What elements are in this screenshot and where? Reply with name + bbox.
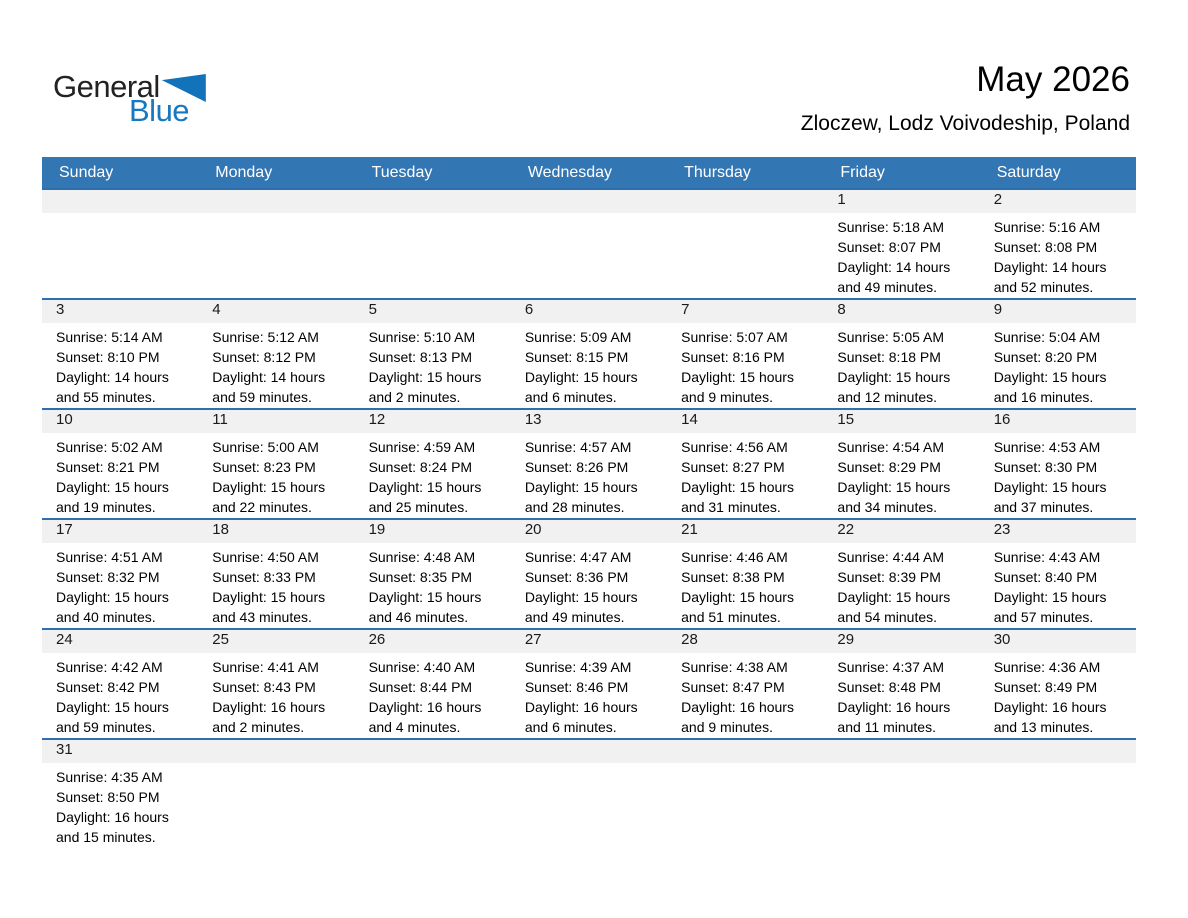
day-info <box>823 323 979 407</box>
sunset-text: Sunset: 8:33 PM <box>212 569 316 585</box>
day-cell <box>823 300 979 408</box>
day-info <box>511 323 667 407</box>
day-cell-empty <box>980 740 1136 848</box>
day-number <box>198 190 354 213</box>
daylight-text-line1: Daylight: 15 hours <box>368 479 482 495</box>
day-cell <box>198 520 354 628</box>
day-cell <box>980 630 1136 738</box>
sunset-text: Sunset: 8:26 PM <box>524 459 629 475</box>
day-number: 13 <box>511 410 667 433</box>
day-info <box>823 653 979 737</box>
sunset-text: Sunset: 8:35 PM <box>368 569 473 585</box>
sunset-text: Sunset: 8:38 PM <box>681 569 785 585</box>
day-info <box>667 653 823 737</box>
day-cell <box>511 630 667 738</box>
weekday-header-saturday: Saturday <box>996 164 1061 181</box>
day-number: 12 <box>355 410 511 433</box>
sunrise-text: Sunrise: 5:14 AM <box>56 329 163 345</box>
calendar-week-row <box>42 408 1136 518</box>
day-cell-empty <box>511 740 667 848</box>
sunrise-text: Sunrise: 5:02 AM <box>56 439 163 455</box>
daylight-text-line1: Daylight: 16 hours <box>524 699 638 715</box>
day-cell <box>355 300 511 408</box>
calendar-week-row <box>42 628 1136 738</box>
day-cell <box>198 630 354 738</box>
sunrise-text: Sunrise: 4:57 AM <box>524 439 632 455</box>
day-cell <box>511 300 667 408</box>
day-info <box>355 543 511 627</box>
weekday-header-row <box>42 157 1136 188</box>
day-cell <box>355 410 511 518</box>
daylight-text-line1: Daylight: 15 hours <box>56 589 169 605</box>
logo-text-general: General <box>53 69 160 104</box>
day-number: 30 <box>980 630 1136 653</box>
daylight-text-line2: and 46 minutes. <box>368 609 469 625</box>
day-number <box>355 740 511 763</box>
day-info <box>198 543 354 627</box>
day-cell-empty <box>823 740 979 848</box>
calendar-week-row <box>42 518 1136 628</box>
sunrise-text: Sunrise: 4:41 AM <box>212 659 319 675</box>
sunset-text: Sunset: 8:46 PM <box>524 679 629 695</box>
day-cell <box>980 300 1136 408</box>
day-cell <box>42 740 198 848</box>
sunset-text: Sunset: 8:39 PM <box>837 569 941 585</box>
day-number: 22 <box>823 520 979 543</box>
day-cell-empty <box>355 190 511 298</box>
day-cell <box>42 520 198 628</box>
day-cell <box>980 520 1136 628</box>
day-cell <box>667 300 823 408</box>
day-number: 8 <box>823 300 979 323</box>
daylight-text-line1: Daylight: 15 hours <box>368 369 482 385</box>
day-cell-empty <box>42 190 198 298</box>
daylight-text-line2: and 9 minutes. <box>681 389 773 405</box>
day-number: 23 <box>980 520 1136 543</box>
day-number: 2 <box>980 190 1136 213</box>
daylight-text-line1: Daylight: 14 hours <box>56 369 169 385</box>
logo-text-blue: Blue <box>129 93 190 128</box>
sunset-text: Sunset: 8:44 PM <box>368 679 473 695</box>
day-number: 24 <box>42 630 198 653</box>
sunset-text: Sunset: 8:48 PM <box>837 679 941 695</box>
daylight-text-line2: and 49 minutes. <box>524 609 625 625</box>
sunrise-text: Sunrise: 5:09 AM <box>524 329 632 345</box>
day-info <box>980 323 1136 407</box>
day-info <box>198 323 354 407</box>
general-blue-logo <box>53 70 206 126</box>
sunset-text: Sunset: 8:36 PM <box>524 569 629 585</box>
sunset-text: Sunset: 8:47 PM <box>681 679 785 695</box>
sunrise-text: Sunrise: 5:07 AM <box>681 329 788 345</box>
sunrise-text: Sunrise: 4:39 AM <box>524 659 632 675</box>
day-number: 29 <box>823 630 979 653</box>
day-info <box>355 653 511 737</box>
day-cell <box>511 520 667 628</box>
day-number: 10 <box>42 410 198 433</box>
day-info <box>355 433 511 517</box>
day-info <box>980 433 1136 517</box>
sunrise-text: Sunrise: 4:35 AM <box>56 769 163 785</box>
day-cell <box>667 410 823 518</box>
day-cell-empty <box>355 740 511 848</box>
day-number <box>980 740 1136 763</box>
day-cell <box>667 520 823 628</box>
page-title: May 2026 <box>976 60 1130 99</box>
day-cell-empty <box>667 190 823 298</box>
daylight-text-line2: and 2 minutes. <box>368 389 461 405</box>
daylight-text-line1: Daylight: 15 hours <box>993 369 1107 385</box>
day-cell-empty <box>511 190 667 298</box>
day-info <box>198 433 354 517</box>
daylight-text-line1: Daylight: 16 hours <box>681 699 794 715</box>
sunset-text: Sunset: 8:29 PM <box>837 459 941 475</box>
sunset-text: Sunset: 8:49 PM <box>993 679 1098 695</box>
sunrise-text: Sunrise: 4:48 AM <box>368 549 476 565</box>
daylight-text-line2: and 37 minutes. <box>993 499 1094 515</box>
daylight-text-line2: and 9 minutes. <box>681 719 773 735</box>
day-info <box>42 763 198 847</box>
day-number <box>823 740 979 763</box>
sunrise-text: Sunrise: 4:51 AM <box>56 549 163 565</box>
daylight-text-line1: Daylight: 16 hours <box>837 699 951 715</box>
sunset-text: Sunset: 8:24 PM <box>368 459 473 475</box>
sunrise-text: Sunrise: 4:54 AM <box>837 439 945 455</box>
day-cell <box>980 410 1136 518</box>
day-cell <box>198 300 354 408</box>
day-cell <box>355 630 511 738</box>
daylight-text-line2: and 52 minutes. <box>993 279 1094 295</box>
day-cell <box>42 410 198 518</box>
daylight-text-line1: Daylight: 16 hours <box>56 809 169 825</box>
day-cell <box>42 630 198 738</box>
daylight-text-line2: and 4 minutes. <box>368 719 461 735</box>
sunset-text: Sunset: 8:07 PM <box>837 239 941 255</box>
daylight-text-line2: and 54 minutes. <box>837 609 938 625</box>
day-info <box>42 323 198 407</box>
day-info <box>667 433 823 517</box>
sunset-text: Sunset: 8:21 PM <box>56 459 160 475</box>
daylight-text-line1: Daylight: 16 hours <box>993 699 1107 715</box>
sunrise-text: Sunrise: 4:42 AM <box>56 659 163 675</box>
day-number: 15 <box>823 410 979 433</box>
daylight-text-line2: and 51 minutes. <box>681 609 781 625</box>
sunset-text: Sunset: 8:13 PM <box>368 349 473 365</box>
day-cell <box>198 410 354 518</box>
day-number <box>511 190 667 213</box>
day-cell <box>980 190 1136 298</box>
day-number: 20 <box>511 520 667 543</box>
daylight-text-line2: and 22 minutes. <box>212 499 312 515</box>
day-number: 25 <box>198 630 354 653</box>
day-number: 26 <box>355 630 511 653</box>
sunset-text: Sunset: 8:16 PM <box>681 349 785 365</box>
day-info <box>42 543 198 627</box>
calendar-week-row <box>42 298 1136 408</box>
sunset-text: Sunset: 8:12 PM <box>212 349 316 365</box>
daylight-text-line2: and 6 minutes. <box>524 389 617 405</box>
day-info <box>823 213 979 297</box>
daylight-text-line2: and 13 minutes. <box>993 719 1094 735</box>
day-number <box>198 740 354 763</box>
sunrise-text: Sunrise: 5:05 AM <box>837 329 945 345</box>
day-number <box>511 740 667 763</box>
day-cell <box>511 410 667 518</box>
weekday-header-thursday: Thursday <box>684 164 751 181</box>
daylight-text-line1: Daylight: 15 hours <box>837 479 951 495</box>
daylight-text-line1: Daylight: 15 hours <box>993 589 1107 605</box>
weekday-header-friday: Friday <box>840 164 885 181</box>
day-number: 3 <box>42 300 198 323</box>
daylight-text-line1: Daylight: 15 hours <box>993 479 1107 495</box>
sunset-text: Sunset: 8:08 PM <box>993 239 1098 255</box>
daylight-text-line1: Daylight: 15 hours <box>368 589 482 605</box>
sunrise-text: Sunrise: 4:40 AM <box>368 659 476 675</box>
day-cell <box>823 410 979 518</box>
daylight-text-line2: and 19 minutes. <box>56 499 156 515</box>
day-info <box>823 433 979 517</box>
weekday-header-tuesday: Tuesday <box>371 164 433 181</box>
sunrise-text: Sunrise: 4:56 AM <box>681 439 788 455</box>
daylight-text-line1: Daylight: 15 hours <box>681 369 794 385</box>
daylight-text-line2: and 40 minutes. <box>56 609 156 625</box>
sunset-text: Sunset: 8:50 PM <box>56 789 160 805</box>
day-cell <box>823 190 979 298</box>
day-cell <box>355 520 511 628</box>
sunrise-text: Sunrise: 5:10 AM <box>368 329 476 345</box>
daylight-text-line1: Daylight: 14 hours <box>993 259 1107 275</box>
daylight-text-line2: and 28 minutes. <box>524 499 625 515</box>
daylight-text-line1: Daylight: 15 hours <box>837 589 951 605</box>
sunset-text: Sunset: 8:42 PM <box>56 679 160 695</box>
day-info <box>667 543 823 627</box>
daylight-text-line2: and 57 minutes. <box>993 609 1094 625</box>
weekday-header-sunday: Sunday <box>59 164 114 181</box>
day-number: 31 <box>42 740 198 763</box>
calendar-table <box>42 157 1136 848</box>
daylight-text-line2: and 12 minutes. <box>837 389 938 405</box>
daylight-text-line1: Daylight: 14 hours <box>837 259 951 275</box>
sunset-text: Sunset: 8:27 PM <box>681 459 785 475</box>
daylight-text-line2: and 25 minutes. <box>368 499 469 515</box>
day-number: 27 <box>511 630 667 653</box>
day-number: 4 <box>198 300 354 323</box>
day-cell-empty <box>198 740 354 848</box>
day-cell-empty <box>198 190 354 298</box>
sunset-text: Sunset: 8:10 PM <box>56 349 160 365</box>
daylight-text-line1: Daylight: 15 hours <box>837 369 951 385</box>
daylight-text-line1: Daylight: 16 hours <box>368 699 482 715</box>
day-number <box>355 190 511 213</box>
sunset-text: Sunset: 8:30 PM <box>993 459 1098 475</box>
sunrise-text: Sunrise: 4:46 AM <box>681 549 788 565</box>
calendar-weeks <box>42 188 1136 848</box>
daylight-text-line1: Daylight: 15 hours <box>524 479 638 495</box>
sunset-text: Sunset: 8:32 PM <box>56 569 160 585</box>
sunset-text: Sunset: 8:15 PM <box>524 349 629 365</box>
day-info <box>355 323 511 407</box>
calendar-week-row <box>42 738 1136 848</box>
daylight-text-line1: Daylight: 15 hours <box>524 589 638 605</box>
day-info <box>511 653 667 737</box>
daylight-text-line2: and 15 minutes. <box>56 829 156 845</box>
day-number <box>667 190 823 213</box>
day-cell <box>823 630 979 738</box>
day-number <box>667 740 823 763</box>
sunset-text: Sunset: 8:18 PM <box>837 349 941 365</box>
weekday-header-monday: Monday <box>215 164 273 181</box>
sunrise-text: Sunrise: 4:37 AM <box>837 659 945 675</box>
daylight-text-line1: Daylight: 15 hours <box>524 369 638 385</box>
weekday-header-wednesday: Wednesday <box>527 164 613 181</box>
day-info <box>980 213 1136 297</box>
daylight-text-line1: Daylight: 15 hours <box>212 479 326 495</box>
sunrise-text: Sunrise: 4:43 AM <box>993 549 1101 565</box>
day-number: 28 <box>667 630 823 653</box>
sunrise-text: Sunrise: 5:12 AM <box>212 329 319 345</box>
sunrise-text: Sunrise: 4:44 AM <box>837 549 945 565</box>
day-cell <box>42 300 198 408</box>
day-number: 1 <box>823 190 979 213</box>
day-info <box>980 543 1136 627</box>
daylight-text-line1: Daylight: 15 hours <box>681 479 794 495</box>
sunset-text: Sunset: 8:43 PM <box>212 679 316 695</box>
day-number: 6 <box>511 300 667 323</box>
header-titles <box>801 60 1130 136</box>
sunrise-text: Sunrise: 4:59 AM <box>368 439 476 455</box>
daylight-text-line2: and 16 minutes. <box>993 389 1094 405</box>
day-number: 18 <box>198 520 354 543</box>
day-info <box>198 653 354 737</box>
day-number: 17 <box>42 520 198 543</box>
sunrise-text: Sunrise: 4:50 AM <box>212 549 319 565</box>
sunset-text: Sunset: 8:20 PM <box>993 349 1098 365</box>
daylight-text-line1: Daylight: 15 hours <box>212 589 326 605</box>
day-number <box>42 190 198 213</box>
sunrise-text: Sunrise: 5:00 AM <box>212 439 319 455</box>
sunrise-text: Sunrise: 4:36 AM <box>993 659 1101 675</box>
page-subtitle: Zloczew, Lodz Voivodeship, Poland <box>800 112 1130 135</box>
daylight-text-line1: Daylight: 16 hours <box>212 699 326 715</box>
sunrise-text: Sunrise: 4:53 AM <box>993 439 1101 455</box>
day-info <box>42 433 198 517</box>
sunrise-text: Sunrise: 4:38 AM <box>681 659 788 675</box>
day-number: 11 <box>198 410 354 433</box>
sunset-text: Sunset: 8:40 PM <box>993 569 1098 585</box>
day-number: 14 <box>667 410 823 433</box>
day-number: 21 <box>667 520 823 543</box>
day-info <box>980 653 1136 737</box>
day-cell <box>667 630 823 738</box>
daylight-text-line2: and 6 minutes. <box>524 719 617 735</box>
sunrise-text: Sunrise: 5:18 AM <box>837 219 945 235</box>
sunset-text: Sunset: 8:23 PM <box>212 459 316 475</box>
day-number: 5 <box>355 300 511 323</box>
sunrise-text: Sunrise: 4:47 AM <box>524 549 632 565</box>
sunrise-text: Sunrise: 5:04 AM <box>993 329 1101 345</box>
daylight-text-line1: Daylight: 15 hours <box>56 479 169 495</box>
calendar-week-row <box>42 188 1136 298</box>
daylight-text-line2: and 49 minutes. <box>837 279 938 295</box>
daylight-text-line2: and 55 minutes. <box>56 389 156 405</box>
daylight-text-line1: Daylight: 15 hours <box>56 699 169 715</box>
daylight-text-line2: and 34 minutes. <box>837 499 938 515</box>
day-info <box>667 323 823 407</box>
day-number: 7 <box>667 300 823 323</box>
daylight-text-line2: and 31 minutes. <box>681 499 781 515</box>
day-number: 19 <box>355 520 511 543</box>
daylight-text-line2: and 11 minutes. <box>837 719 936 735</box>
daylight-text-line2: and 59 minutes. <box>212 389 312 405</box>
day-info <box>511 433 667 517</box>
day-cell-empty <box>667 740 823 848</box>
day-info <box>823 543 979 627</box>
day-info <box>511 543 667 627</box>
daylight-text-line1: Daylight: 15 hours <box>681 589 794 605</box>
daylight-text-line2: and 59 minutes. <box>56 719 156 735</box>
day-number: 9 <box>980 300 1136 323</box>
day-number: 16 <box>980 410 1136 433</box>
day-info <box>42 653 198 737</box>
daylight-text-line2: and 43 minutes. <box>212 609 312 625</box>
sunrise-text: Sunrise: 5:16 AM <box>993 219 1101 235</box>
daylight-text-line1: Daylight: 14 hours <box>212 369 326 385</box>
day-cell <box>823 520 979 628</box>
daylight-text-line2: and 2 minutes. <box>212 719 305 735</box>
